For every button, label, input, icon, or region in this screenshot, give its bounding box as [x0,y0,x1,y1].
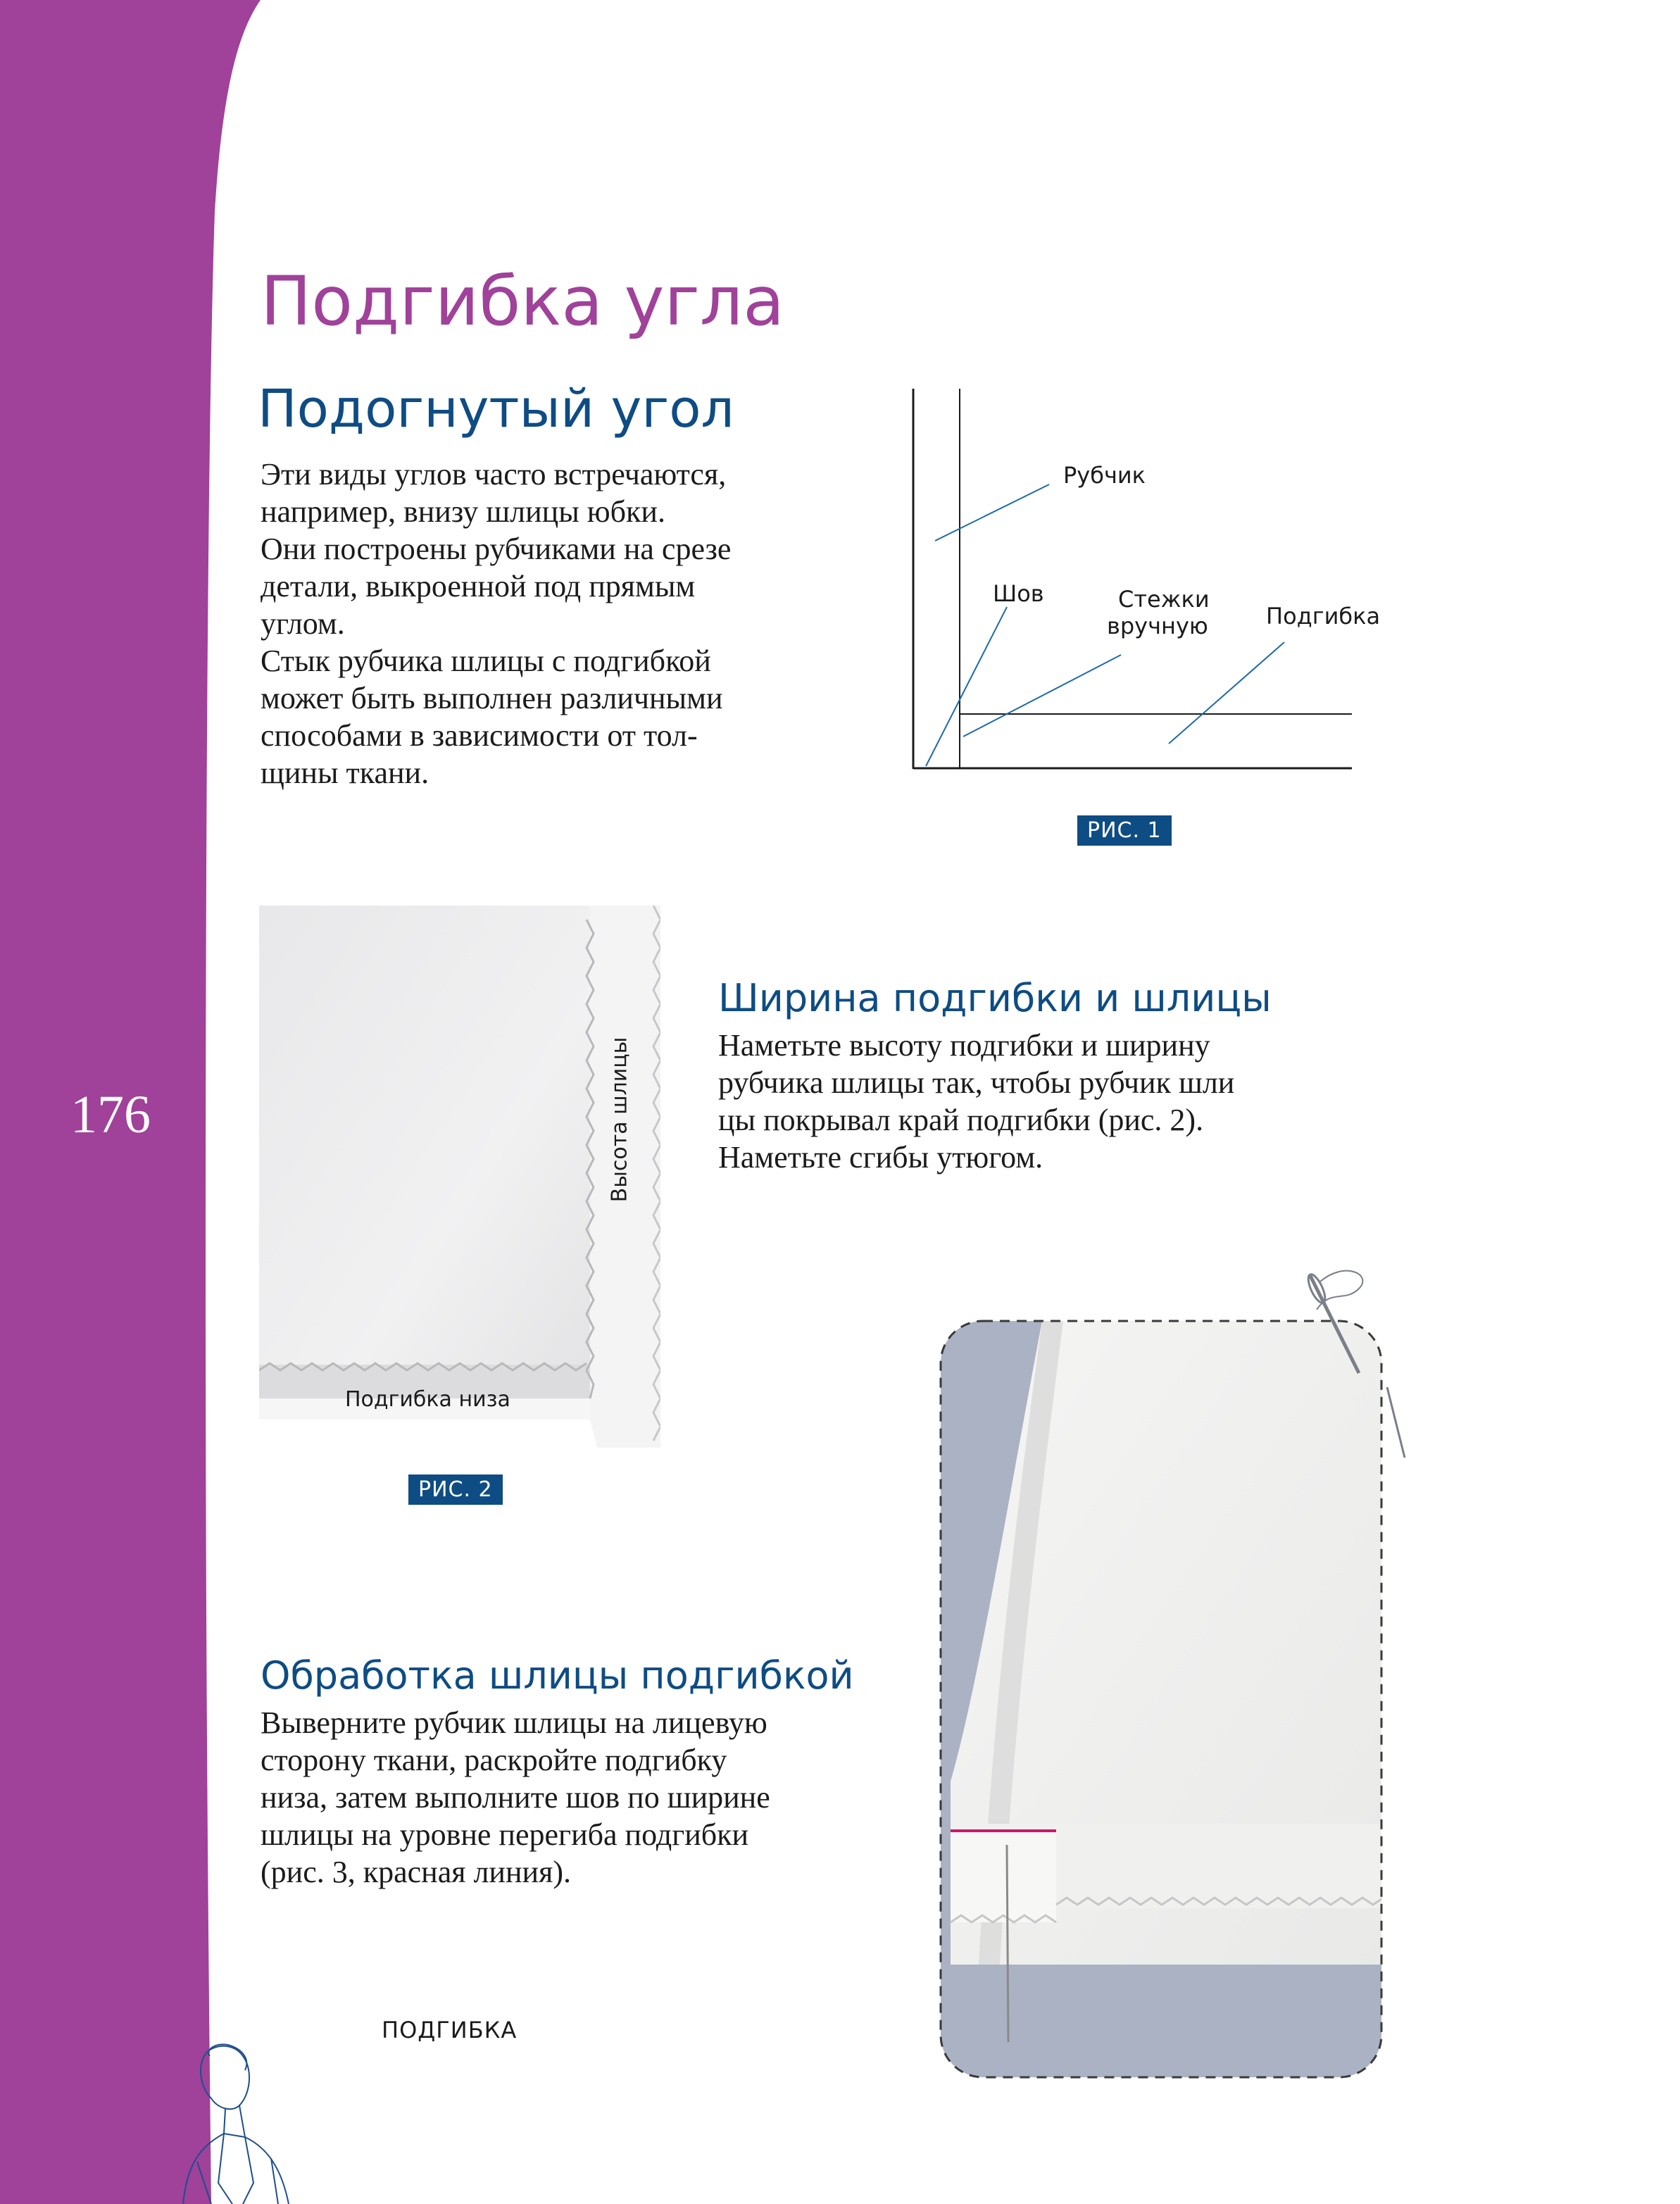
fabric-main [259,906,590,1420]
pointer-rubchik [935,484,1049,541]
pointer-shov [926,607,1007,766]
slit-flap [951,1831,1056,1922]
width-section-paragraph [718,1027,1380,1176]
pointer-stezhki [963,655,1121,737]
paragraph-line: Наметьте высоту подгибки и ширину [718,1028,1210,1063]
label-shov: Шов [993,580,1044,607]
paragraph-line: (рис. 3, красная линия). [261,1855,571,1889]
figure2-caption: РИС. 2 [408,1474,503,1505]
section-heading: Подогнутый угол [258,379,734,439]
figure1-diagram [901,380,1380,782]
paragraph-line: цы покрывал край подгибки (рис. 2). [718,1103,1204,1137]
paragraph-line: Они построены рубчиками на срезе [261,532,732,566]
woman-sketch-illustration [155,2042,338,2204]
paragraph-line: способами в зависимости от тол- [261,718,698,753]
paragraph-line: например, внизу шлицы юбки. [261,494,665,529]
paragraph-line: рубчика шлицы так, чтобы рубчик шли [718,1065,1235,1100]
paragraph-line: сторону ткани, раскройте подгибку [261,1743,727,1777]
paragraph-line: Эти виды углов часто встречаются, [261,457,727,491]
label-rubchik: Рубчик [1063,462,1146,489]
label-podgibka-niza: Подгибка низа [345,1387,510,1412]
paragraph-line: Выверните рубчик шлицы на лицевую [261,1705,767,1740]
width-section-heading: Ширина подгибки и шлицы [718,976,1272,1020]
paragraph-line: щины ткани. [261,756,430,790]
page-number: 176 [70,1085,151,1144]
paragraph-line: низа, затем выполните шов по ширине [261,1780,770,1815]
footer-section-label: ПОДГИБКА [382,2017,518,2043]
pin [1007,1845,1008,2042]
label-podgibka: Подгибка [1266,603,1381,630]
paragraph-line: может быть выполнен различными [261,681,723,715]
section-paragraph [261,456,818,791]
page-title: Подгибка угла [261,262,785,341]
pointer-podgibka [1169,642,1284,744]
process-section-paragraph [261,1704,869,1891]
paragraph-line: Стык рубчика шлицы с подгибкой [261,644,711,678]
paragraph-line: детали, выкроенной под прямым [261,569,696,603]
label-vysota-shlitsy: Высота шлицы [607,1037,632,1203]
figure3-photo [936,1260,1415,2098]
paragraph-line: шлицы на уровне перегиба подгибки [261,1817,749,1852]
process-section-heading: Обработка шлицы подгибкой [261,1653,854,1698]
paragraph-line: Наметьте сгибы утюгом. [718,1140,1043,1175]
label-stezhki-1: Стежки [1118,586,1210,613]
label-stezhki-2: вручную [1107,613,1208,639]
figure2-photo [259,906,660,1448]
paragraph-line: углом. [261,606,345,641]
figure1-caption: РИС. 1 [1077,815,1172,846]
